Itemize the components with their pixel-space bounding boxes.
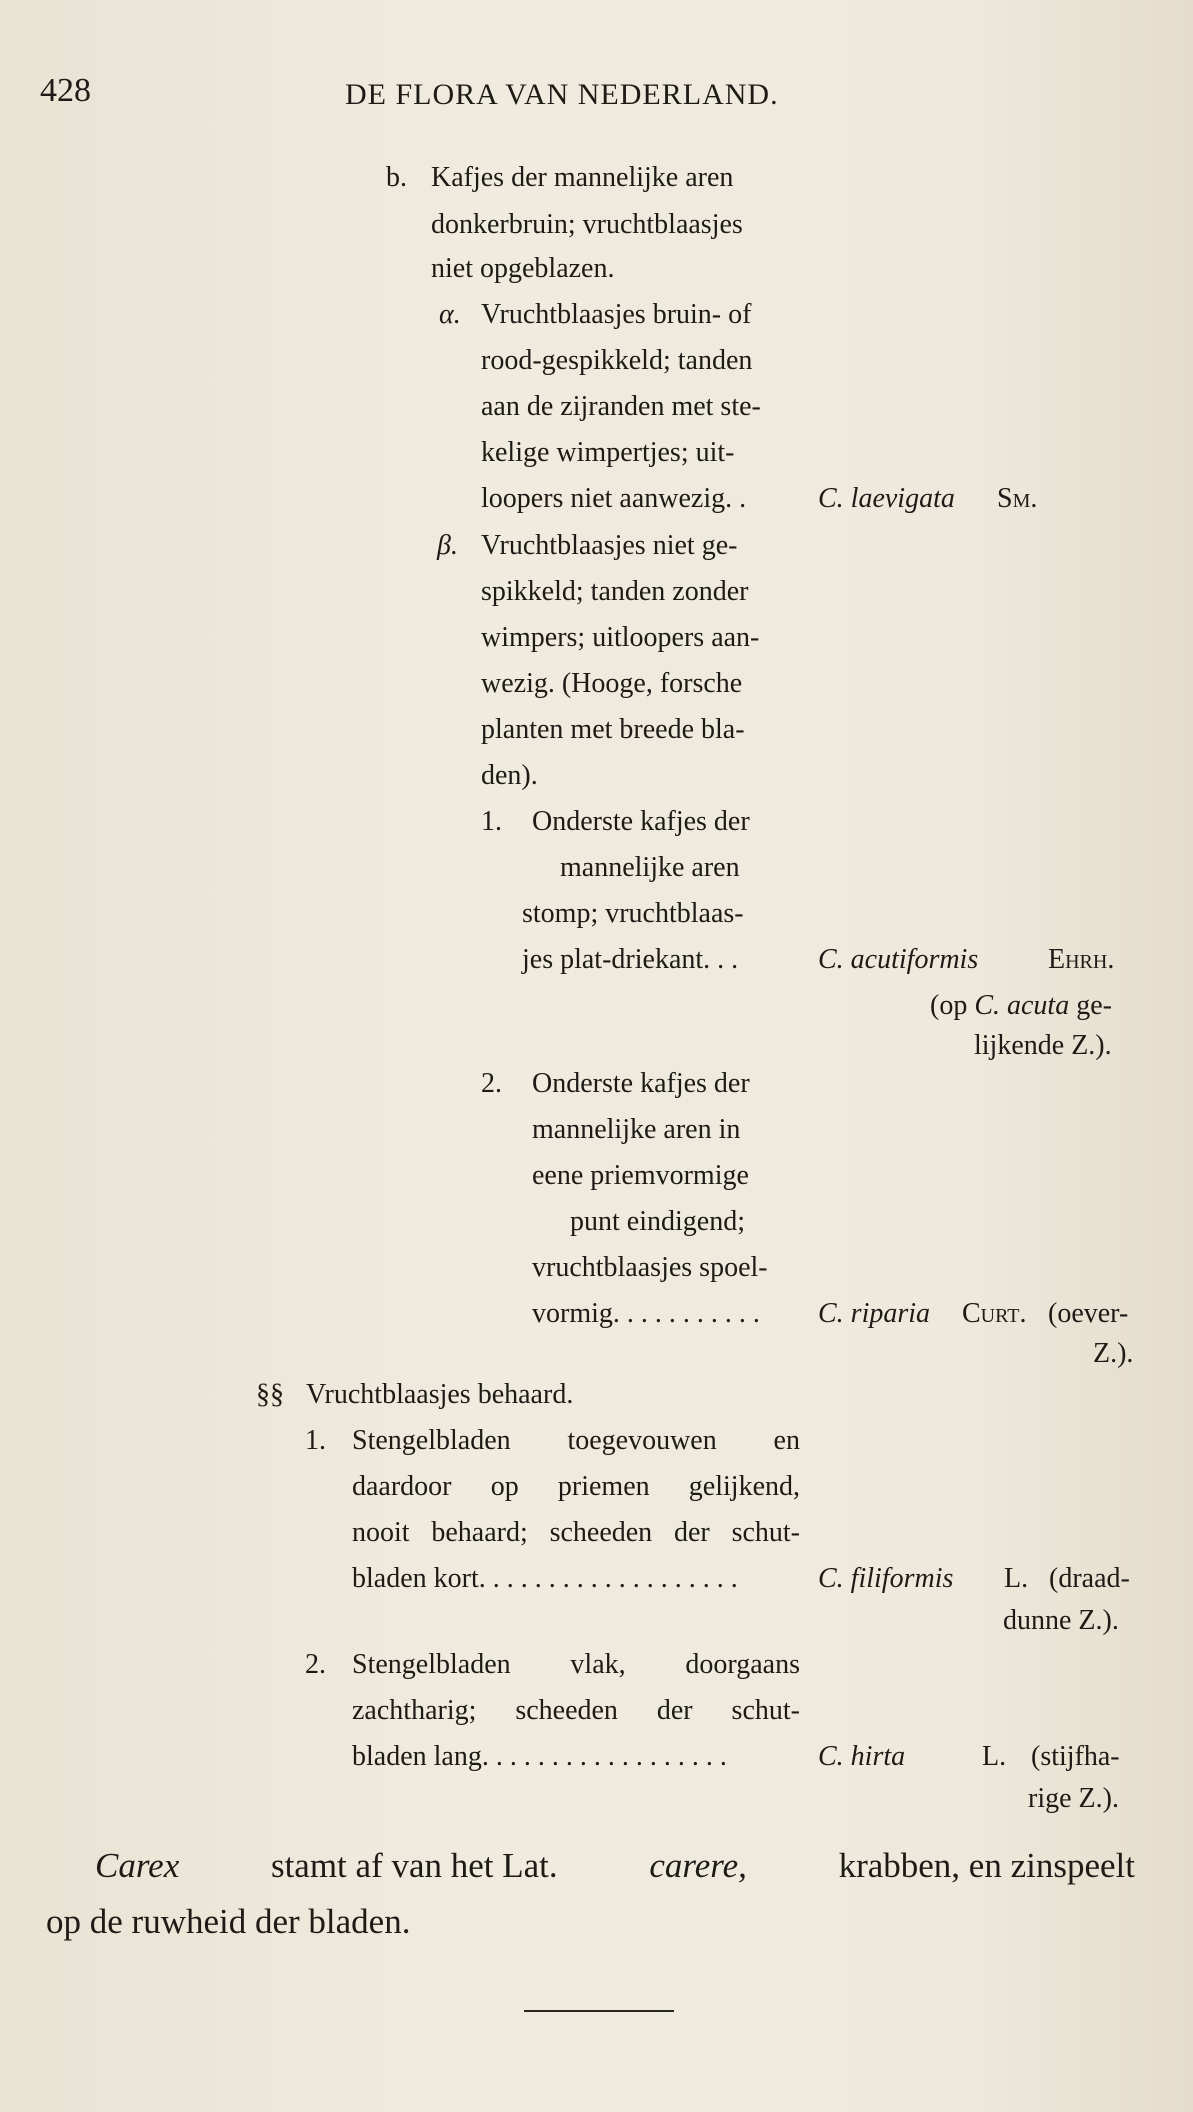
beta-marker: β. — [437, 530, 458, 561]
item1-author: Ehrh. — [1048, 944, 1115, 975]
section-item2-line-1: Stengelbladen vlak, doorgaans — [352, 1649, 800, 1680]
item1-last-line: jes plat-driekant. . . — [522, 944, 739, 975]
section-marker: §§ — [256, 1379, 284, 1410]
section-item2-last-line: bladen lang. . . . . . . . . . . . . . . . . . — [352, 1741, 727, 1772]
item1-note-line-2: lijkende Z.). — [974, 1030, 1112, 1061]
item2-note-line-1: (oever- — [1048, 1298, 1129, 1329]
beta-line-6: den). — [481, 760, 538, 791]
item1-line-1: Onderste kafjes der — [532, 806, 750, 837]
b-line-3: niet opgeblazen. — [431, 253, 615, 284]
section-item2-author: L. — [982, 1741, 1007, 1772]
item1-line-3: stomp; vruchtblaas- — [522, 898, 744, 929]
section-item2-line-2: zachtharig; scheeden der schut- — [352, 1695, 800, 1726]
running-title: DE FLORA VAN NEDERLAND. — [345, 78, 779, 111]
item1-note-post: ge- — [1076, 990, 1112, 1021]
section-item1-author: L. — [1004, 1563, 1029, 1594]
item2-line-3: eene priemvormige — [532, 1160, 749, 1191]
alpha-author: Sm. — [997, 483, 1038, 514]
item1-marker: 1. — [481, 806, 502, 837]
section-item2-species: C. hirta — [818, 1741, 906, 1772]
beta-line-3: wimpers; uitloopers aan- — [481, 622, 760, 653]
item2-line-5: vruchtblaasjes spoel- — [532, 1252, 768, 1283]
section-item2-marker: 2. — [305, 1649, 326, 1680]
item2-line-1: Onderste kafjes der — [532, 1068, 750, 1099]
item2-last-line: vormig. . . . . . . . . . . — [532, 1298, 760, 1329]
alpha-last-line: loopers niet aanwezig. . — [481, 483, 747, 514]
item2-line-2: mannelijke aren in — [532, 1114, 741, 1145]
alpha-line-3: aan de zijranden met ste- — [481, 391, 761, 422]
section-item1-line-1: Stengelbladen toegevouwen en — [352, 1425, 800, 1456]
alpha-line-2: rood-gespikkeld; tanden — [481, 345, 753, 376]
alpha-species: C. laevigata — [818, 483, 955, 514]
footnote-text-1: stamt af van het Lat. — [270, 1846, 558, 1885]
item2-line-4: punt eindigend; — [570, 1206, 745, 1237]
closing-rule — [524, 2010, 674, 2012]
footnote-word-carex: Carex — [95, 1846, 180, 1885]
footnote-word-carere: carere, — [649, 1846, 747, 1885]
item2-species: C. riparia — [818, 1298, 931, 1329]
footnote-line-1 — [95, 1846, 1135, 1886]
section-item2-note-line-2: rige Z.). — [1028, 1783, 1119, 1814]
section-item2-note-line-1: (stijfha- — [1031, 1741, 1120, 1772]
b-line-1: Kafjes der mannelijke aren — [431, 162, 734, 193]
section-item1-note-line-2: dunne Z.). — [1003, 1605, 1119, 1636]
section-item1-note-line-1: (draad- — [1049, 1563, 1130, 1594]
item1-species: C. acutiformis — [818, 944, 979, 975]
section-title: Vruchtblaasjes behaard. — [306, 1379, 574, 1410]
b-marker: b. — [386, 162, 407, 193]
item1-note-species: C. acuta — [974, 990, 1070, 1021]
section-item1-last-line: bladen kort. . . . . . . . . . . . . . . . . . . — [352, 1563, 738, 1594]
item1-line-2: mannelijke aren — [560, 852, 740, 883]
beta-line-4: wezig. (Hooge, forsche — [481, 668, 743, 699]
footnote-line-2: op de ruwheid der bladen. — [46, 1902, 411, 1941]
item1-note-pre: (op — [930, 990, 968, 1021]
alpha-line-1: Vruchtblaasjes bruin- of — [481, 299, 752, 330]
page-number: 428 — [40, 72, 91, 109]
section-item1-line-3: nooit behaard; scheeden der schut- — [352, 1517, 800, 1548]
beta-line-1: Vruchtblaasjes niet ge- — [481, 530, 738, 561]
section-item1-line-2: daardoor op priemen gelijkend, — [352, 1471, 800, 1502]
section-item1-marker: 1. — [305, 1425, 326, 1456]
beta-line-5: planten met breede bla- — [481, 714, 745, 745]
b-line-2: donkerbruin; vruchtblaasjes — [431, 209, 743, 240]
item2-note-line-2: Z.). — [1093, 1338, 1134, 1369]
beta-line-2: spikkeld; tanden zonder — [481, 576, 749, 607]
item2-author: Curt. — [962, 1298, 1027, 1329]
alpha-line-4: kelige wimpertjes; uit- — [481, 437, 735, 468]
item1-note-line-1 — [930, 989, 1112, 1023]
section-item1-species: C. filiformis — [818, 1563, 954, 1594]
alpha-marker: α. — [439, 299, 461, 330]
item2-marker: 2. — [481, 1068, 502, 1099]
footnote-text-2: krabben, en zinspeelt — [838, 1846, 1135, 1885]
